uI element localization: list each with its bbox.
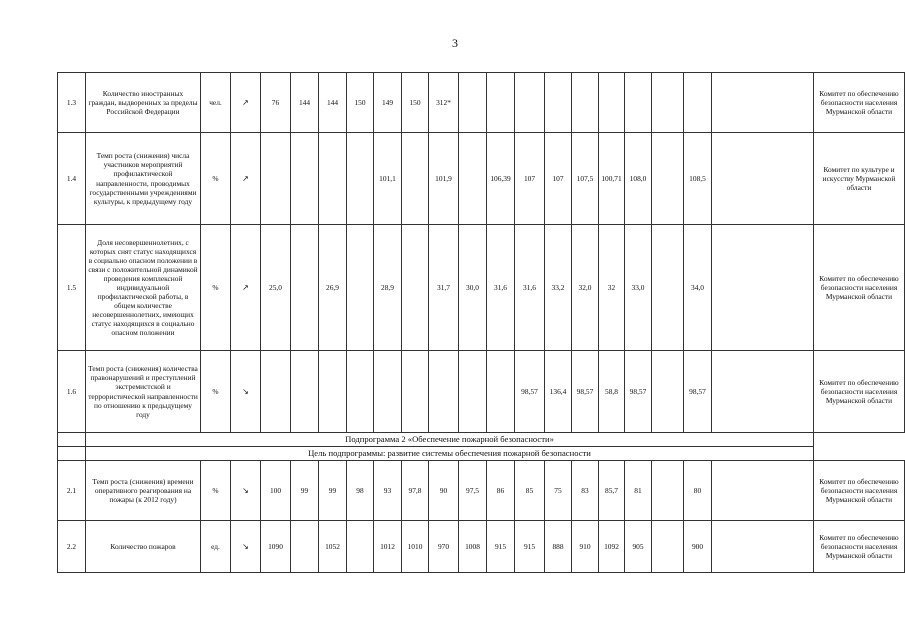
value-cell: 32,0 [572, 225, 599, 351]
value-cell: 150 [402, 73, 429, 133]
value-cell: 58,8 [599, 351, 625, 433]
value-cell [515, 73, 545, 133]
trend-arrow-icon: ↘ [231, 521, 261, 573]
value-cell: 101,9 [429, 133, 459, 225]
value-cell: 108,0 [625, 133, 652, 225]
value-cell: 905 [625, 521, 652, 573]
value-cell: 83 [572, 461, 599, 521]
value-cell: 107,5 [572, 133, 599, 225]
value-cell: 97,8 [402, 461, 429, 521]
unit-cell: % [201, 351, 231, 433]
value-cell [459, 73, 487, 133]
value-cell [319, 133, 347, 225]
row-number: 2.1 [58, 461, 86, 521]
responsible-cell: Комитет по культуре и искусству Мурманской области [814, 133, 905, 225]
value-cell: 30,0 [459, 225, 487, 351]
indicator-name: Доля несовершеннолетних, с которых снят статус находящихся в социально опасном положении в связи с положительной динамикой проведения комплексной индивидуальной профилактической работы, в общем количестве несовершеннолетних, имеющих статус находящихся в социально опасном положении [86, 225, 201, 351]
value-cell: 75 [545, 461, 572, 521]
value-cell: 107 [515, 133, 545, 225]
value-cell [402, 351, 429, 433]
value-cell [347, 133, 374, 225]
responsible-cell: Комитет по обеспечению безопасности населения Мурманской области [814, 351, 905, 433]
value-cell [261, 133, 291, 225]
responsible-cell: Комитет по обеспечению безопасности населения Мурманской области [814, 521, 905, 573]
value-cell [684, 73, 712, 133]
value-cell [291, 351, 319, 433]
value-cell [652, 521, 684, 573]
value-cell: 99 [319, 461, 347, 521]
value-cell: 312* [429, 73, 459, 133]
value-cell: 136,4 [545, 351, 572, 433]
value-cell [599, 73, 625, 133]
value-cell: 150 [347, 73, 374, 133]
indicator-name: Количество пожаров [86, 521, 201, 573]
value-cell: 144 [319, 73, 347, 133]
value-cell [652, 73, 684, 133]
subprogram-goal: Цель подпрограммы: развитие системы обеспечения пожарной безопасности [86, 447, 814, 461]
value-cell [459, 351, 487, 433]
indicators-table [57, 72, 905, 573]
value-cell: 1090 [261, 521, 291, 573]
value-cell: 80 [684, 461, 712, 521]
table-row [58, 461, 905, 521]
value-cell: 1012 [374, 521, 402, 573]
value-cell: 86 [487, 461, 515, 521]
responsible-cell: Комитет по обеспечению безопасности населения Мурманской области [814, 461, 905, 521]
value-cell [459, 133, 487, 225]
value-cell [652, 461, 684, 521]
value-cell [712, 225, 814, 351]
value-cell [402, 225, 429, 351]
value-cell [712, 133, 814, 225]
value-cell [261, 351, 291, 433]
value-cell [402, 133, 429, 225]
table-row [58, 225, 905, 351]
value-cell: 99 [291, 461, 319, 521]
value-cell [652, 133, 684, 225]
value-cell: 970 [429, 521, 459, 573]
value-cell: 915 [487, 521, 515, 573]
value-cell: 107 [545, 133, 572, 225]
value-cell [652, 351, 684, 433]
value-cell [291, 225, 319, 351]
value-cell [347, 225, 374, 351]
trend-arrow-icon: ↗ [231, 225, 261, 351]
value-cell: 900 [684, 521, 712, 573]
value-cell [712, 521, 814, 573]
value-cell: 28,9 [374, 225, 402, 351]
indicator-name: Количество иностранных граждан, выдворенных за пределы Российской Федерации [86, 73, 201, 133]
value-cell: 98,57 [572, 351, 599, 433]
trend-arrow-icon: ↘ [231, 461, 261, 521]
table-row [58, 351, 905, 433]
value-cell: 915 [515, 521, 545, 573]
value-cell [712, 351, 814, 433]
value-cell: 33,2 [545, 225, 572, 351]
value-cell: 100 [261, 461, 291, 521]
value-cell: 1052 [319, 521, 347, 573]
table-row [58, 133, 905, 225]
row-number: 1.5 [58, 225, 86, 351]
value-cell: 90 [429, 461, 459, 521]
value-cell [291, 133, 319, 225]
row-number: 1.6 [58, 351, 86, 433]
value-cell [291, 521, 319, 573]
value-cell: 33,0 [625, 225, 652, 351]
value-cell: 26,9 [319, 225, 347, 351]
trend-arrow-icon: ↘ [231, 351, 261, 433]
indicator-name: Темп роста (снижения) количества правонарушений и преступлений экстремистской и террористической направленности по отношению к предыдущему году [86, 351, 201, 433]
value-cell [429, 351, 459, 433]
unit-cell: ед. [201, 521, 231, 573]
subprogram-empty-cell [58, 433, 86, 447]
table-row [58, 521, 905, 573]
indicator-name: Темп роста (снижения) числа участников мероприятий профилактической направленности, проводимых государственными учреждениями культуры, к предыдущему году [86, 133, 201, 225]
value-cell: 32 [599, 225, 625, 351]
value-cell [652, 225, 684, 351]
trend-arrow-icon: ↗ [231, 73, 261, 133]
row-number: 2.2 [58, 521, 86, 573]
value-cell: 31,6 [515, 225, 545, 351]
indicator-name: Темп роста (снижения) времени оперативного реагирования на пожары (к 2012 году) [86, 461, 201, 521]
value-cell [487, 351, 515, 433]
value-cell: 85,7 [599, 461, 625, 521]
value-cell [487, 73, 515, 133]
table-row [58, 73, 905, 133]
value-cell: 85 [515, 461, 545, 521]
unit-cell: чел. [201, 73, 231, 133]
value-cell [545, 73, 572, 133]
value-cell: 97,5 [459, 461, 487, 521]
value-cell: 100,71 [599, 133, 625, 225]
value-cell: 98,57 [625, 351, 652, 433]
value-cell: 98,57 [684, 351, 712, 433]
value-cell: 101,1 [374, 133, 402, 225]
value-cell: 910 [572, 521, 599, 573]
subprogram-title: Подпрограмма 2 «Обеспечение пожарной безопасности» [86, 433, 814, 447]
value-cell: 25,0 [261, 225, 291, 351]
unit-cell: % [201, 461, 231, 521]
value-cell [347, 521, 374, 573]
value-cell: 76 [261, 73, 291, 133]
value-cell: 1008 [459, 521, 487, 573]
responsible-cell: Комитет по обеспечению безопасности населения Мурманской области [814, 73, 905, 133]
value-cell: 81 [625, 461, 652, 521]
value-cell: 1092 [599, 521, 625, 573]
value-cell [319, 351, 347, 433]
value-cell: 1010 [402, 521, 429, 573]
trend-arrow-icon: ↗ [231, 133, 261, 225]
value-cell: 144 [291, 73, 319, 133]
row-number: 1.4 [58, 133, 86, 225]
value-cell: 31,7 [429, 225, 459, 351]
value-cell: 149 [374, 73, 402, 133]
value-cell [347, 351, 374, 433]
value-cell: 34,0 [684, 225, 712, 351]
value-cell: 93 [374, 461, 402, 521]
row-number: 1.3 [58, 73, 86, 133]
responsible-cell: Комитет по обеспечению безопасности населения Мурманской области [814, 225, 905, 351]
value-cell: 108,5 [684, 133, 712, 225]
subprogram-title-row [58, 433, 905, 447]
value-cell [572, 73, 599, 133]
unit-cell: % [201, 225, 231, 351]
value-cell: 31,6 [487, 225, 515, 351]
value-cell [712, 73, 814, 133]
unit-cell: % [201, 133, 231, 225]
subprogram-goal-row [58, 447, 905, 461]
value-cell [374, 351, 402, 433]
value-cell [625, 73, 652, 133]
page-number: 3 [452, 36, 458, 50]
value-cell: 106,39 [487, 133, 515, 225]
subprogram-empty-cell [58, 447, 86, 461]
value-cell: 98 [347, 461, 374, 521]
value-cell [712, 461, 814, 521]
value-cell: 98,57 [515, 351, 545, 433]
value-cell: 888 [545, 521, 572, 573]
